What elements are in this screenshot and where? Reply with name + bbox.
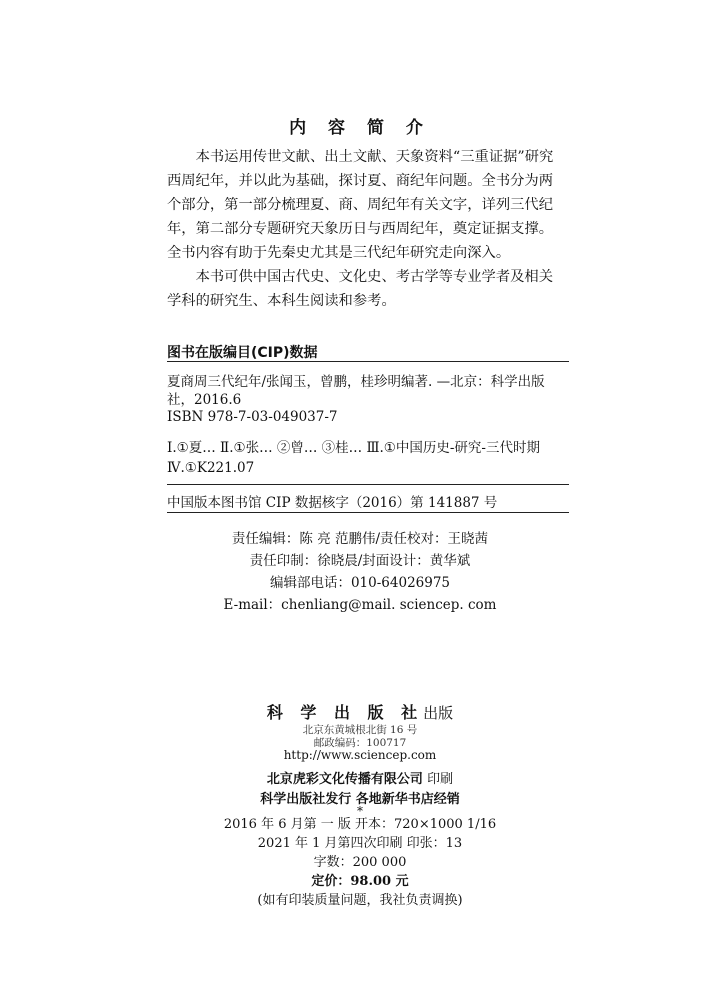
cip-record-number: 中国版本图书馆 CIP 数据核字（2016）第 141887 号 [167,495,498,511]
summary-body [167,145,567,313]
word-count: 字数：200 000 [313,855,407,870]
cip-title-line-2: 社，2016.6 [167,392,242,408]
cip-title-line: 夏商周三代纪年/张闻玉，曾鹏，桂珍明编著. —北京：科学出版 [167,374,545,390]
printer-suffix: 印刷 [427,772,454,787]
cip-subjects-2: Ⅳ.①K221.07 [167,460,255,476]
quality-notice: (如有印装质量问题，我社负责调换) [257,893,463,908]
summary-paragraph-1: 本书运用传世文献、出土文献、天象资料“三重证据”研究西周纪年，并以此为基础，探讨夏、商纪年问题。全书分为两个部分，第一部分梳理夏、商、周纪年有关文字，详列三代纪年，第二部分专题研究天象历日与西周纪年，奠定证据支撑。全书内容有助于先秦史尤其是三代纪年研究走向深入。 [167,149,554,261]
price: 定价：98.00 元 [311,874,409,889]
credits-phone: 编辑部电话：010-64026975 [269,575,451,591]
publisher-name-text: 科 学 出 版 社 [266,703,424,722]
separator-star: * [357,804,363,818]
cip-top-rule [167,361,569,362]
distribution-line: 科学出版社发行 各地新华书店经销 [260,792,460,807]
credits-production: 责任印制：徐晓晨/封面设计：黄华斌 [249,553,471,569]
publisher-url: http://www.sciencep.com [283,748,437,762]
publisher-name [0,700,720,723]
cip-subjects-1: Ⅰ.①夏… Ⅱ.①张… ②曾… ③桂… Ⅲ.①中国历史-研究-三代时期 [167,440,540,456]
cip-isbn: ISBN 978-7-03-049037-7 [167,409,338,425]
credits-editors: 责任编辑：陈 亮 范鹏伟/责任校对：王晓茜 [231,531,489,547]
printer-name: 北京虎彩文化传播有限公司 [266,772,423,787]
publisher-address: 北京东黄城根北街 16 号 [302,724,418,736]
cip-bottom-rule [167,512,569,513]
credits-email: E-mail：chenliang@mail. sciencep. com [223,597,497,613]
cip-heading: 图书在版编目(CIP)数据 [167,345,318,361]
edition-line: 2016 年 6 月第 一 版 开本：720×1000 1/16 [223,817,497,832]
publisher-postcode: 邮政编码：100717 [313,737,407,749]
printing-line: 2021 年 1 月第四次印刷 印张：13 [257,836,463,851]
cip-middle-rule [167,484,569,485]
summary-title: 内 容 简 介 [289,118,431,138]
publisher-suffix: 出版 [423,704,454,722]
summary-paragraph-2: 本书可供中国古代史、文化史、考古学等专业学者及相关学科的研究生、本科生阅读和参考。 [167,269,554,309]
printer-line [0,768,720,787]
